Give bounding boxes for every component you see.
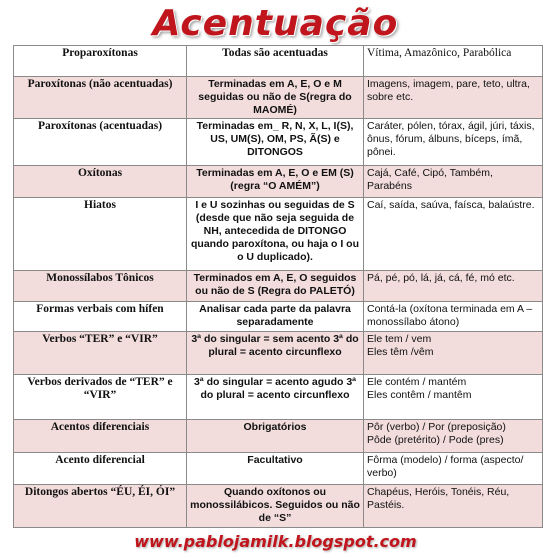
table-row xyxy=(14,166,543,198)
accent-rules-table xyxy=(13,45,543,528)
examples-cell: Ele tem / vem Eles têm /vêm xyxy=(364,332,543,375)
category-cell: Paroxítonas (acentuadas) xyxy=(14,119,187,166)
table-row xyxy=(14,76,543,119)
rule-cell: Quando oxítonos ou monossilábicos. Seguidos ou não de “S” xyxy=(187,485,364,528)
table-row xyxy=(14,197,543,270)
rule-cell: Terminadas em A, E, O e EM (S) (regra “O AMÉM”) xyxy=(187,166,364,198)
category-cell: Formas verbais com hífen xyxy=(14,301,187,332)
category-cell: Verbos derivados de “TER” e “VIR” xyxy=(14,375,187,420)
examples-cell: Chapéus, Heróis, Tonéis, Réu, Pastéis. xyxy=(364,485,543,528)
examples-cell: Fôrma (modelo) / forma (aspecto/ verbo) xyxy=(364,452,543,485)
category-cell: Acentos diferenciais xyxy=(14,419,187,452)
table-row xyxy=(14,452,543,485)
category-cell: Paroxítonas (não acentuadas) xyxy=(14,76,187,119)
table-row xyxy=(14,375,543,420)
examples-cell: Cajá, Café, Cipó, Também, Parabéns xyxy=(364,166,543,198)
examples-cell: Imagens, imagem, pare, teto, ultra, sobre etc. xyxy=(364,76,543,119)
table-row xyxy=(14,332,543,375)
table-row xyxy=(14,419,543,452)
header-cell: Vítima, Amazônico, Parabólica xyxy=(364,46,543,77)
examples-cell: Caí, saída, saúva, faísca, balaústre. xyxy=(364,197,543,270)
table-row xyxy=(14,301,543,332)
rule-cell: Terminadas em A, E, O e M seguidas ou não de S(regra do MAOMÉ) xyxy=(187,76,364,119)
table-row xyxy=(14,119,543,166)
category-cell: Ditongos abertos “ÉU, ÉI, ÓI” xyxy=(14,485,187,528)
examples-cell: Pôr (verbo) / Por (preposição) Pôde (pretérito) / Pode (pres) xyxy=(364,419,543,452)
header-cell: Todas são acentuadas xyxy=(187,46,364,77)
category-cell: Verbos “TER” e “VIR” xyxy=(14,332,187,375)
examples-cell: Ele contém / mantém Eles contêm / mantêm xyxy=(364,375,543,420)
page-title: Acentuação xyxy=(152,3,399,44)
table-row xyxy=(14,485,543,528)
blog-url: www.pablojamilk.blogspot.com xyxy=(134,532,417,551)
rule-cell: Terminados em A, E, O seguidos ou não de S (Regra do PALETÓ) xyxy=(187,271,364,302)
category-cell: Acento diferencial xyxy=(14,452,187,485)
examples-cell: Contá-la (oxítona terminada em A – monossílabo átono) xyxy=(364,301,543,332)
table-header-row xyxy=(14,46,543,77)
category-cell: Oxítonas xyxy=(14,166,187,198)
rule-cell: 3ª do singular = sem acento 3ª do plural = acento circunflexo xyxy=(187,332,364,375)
examples-cell: Caráter, pólen, tórax, ágil, júri, táxis, ônus, fórum, álbuns, bíceps, ímã, pônei. xyxy=(364,119,543,166)
rule-cell: I e U sozinhas ou seguidas de S (desde que não seja seguida de NH, antecedida de DITONGO quando paroxítona, ou haja o I ou o U duplicado). xyxy=(187,197,364,270)
examples-cell: Pá, pé, pó, lá, já, cá, fé, mó etc. xyxy=(364,271,543,302)
rule-cell: Facultativo xyxy=(187,452,364,485)
category-cell: Monossílabos Tônicos xyxy=(14,271,187,302)
rule-cell: 3ª do singular = acento agudo 3ª do plural = acento circunflexo xyxy=(187,375,364,420)
rule-cell: Terminadas em_ R, N, X, L, I(S), US, UM(S), OM, PS, Ã(S) e DITONGOS xyxy=(187,119,364,166)
rule-cell: Analisar cada parte da palavra separadamente xyxy=(187,301,364,332)
table-row xyxy=(14,271,543,302)
header-cell: Proparoxítonas xyxy=(14,46,187,77)
category-cell: Hiatos xyxy=(14,197,187,270)
rule-cell: Obrigatórios xyxy=(187,419,364,452)
